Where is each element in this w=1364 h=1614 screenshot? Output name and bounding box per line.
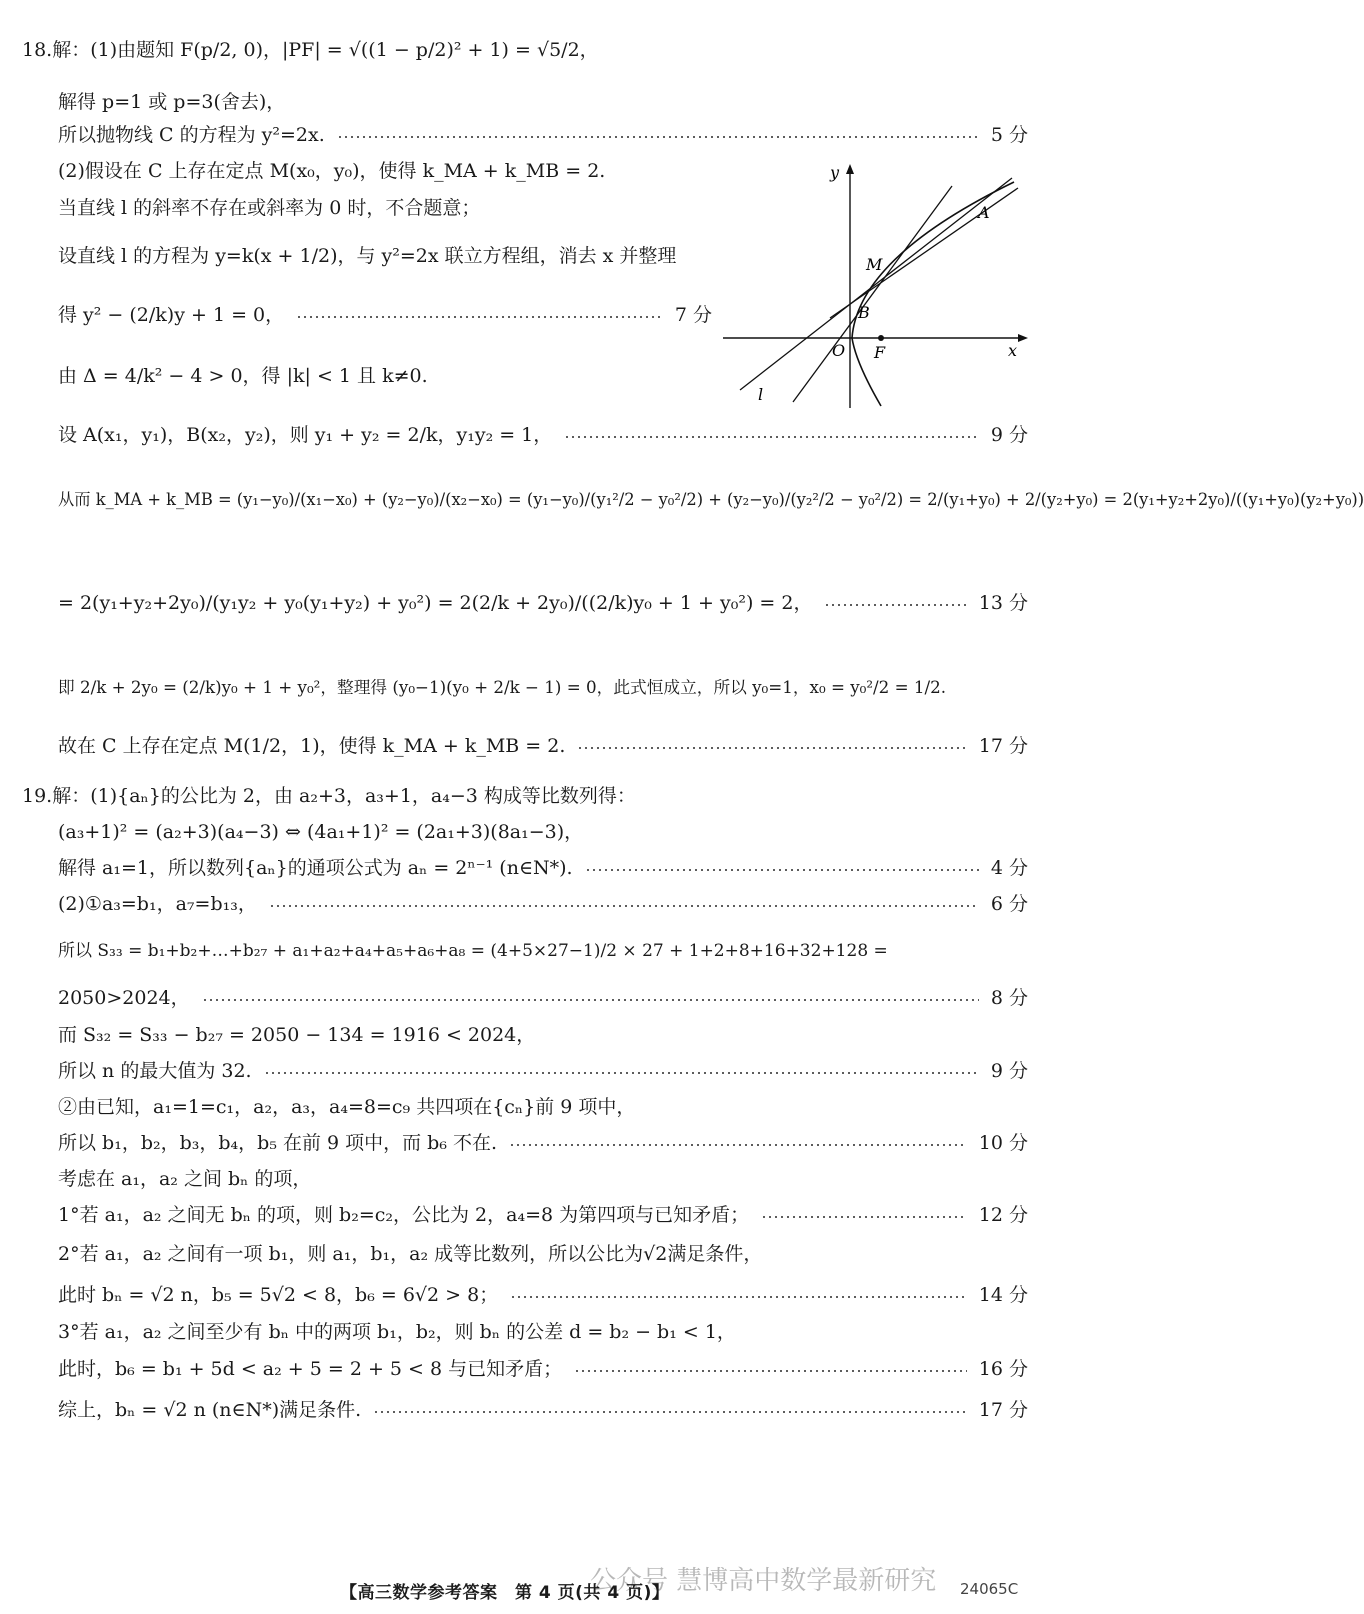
leader-dots — [264, 1072, 979, 1074]
leader-dots — [509, 1144, 967, 1146]
line-19-intro — [22, 782, 1028, 810]
leader-dots — [824, 604, 967, 606]
score: 8 分 — [990, 987, 1028, 1009]
line-max-n — [58, 1057, 1028, 1085]
line-text: 从而 k_MA + k_MB = (y₁−y₀)/(x₁−x₀) + (y₂−y₀)/(x₂−x₀) = (y₁−y₀)/(y₁²/2 − y₀²/2) + (y₂−y₀)/(y₂²/2 − y₀²/2) = 2/(y₁+y₀) + 2/(y₂+y₀) = 2(y₁+y₂+2y₀)/((y₁+y₀)(y₂+y₀)) — [58, 490, 1364, 509]
line-known — [58, 1093, 1028, 1121]
leader-dots — [577, 747, 967, 749]
line-2050 — [58, 984, 1028, 1012]
line-text: 而 S₃₂ = S₃₃ − b₂₇ = 2050 − 134 = 1916 < 2024， — [58, 1024, 536, 1046]
line-vieta — [58, 421, 1028, 449]
score: 7 分 — [674, 304, 712, 326]
line-mb — [830, 188, 1018, 318]
line-text: 考虑在 a₁，a₂ 之间 bₙ 的项， — [58, 1168, 312, 1190]
score: 9 分 — [990, 424, 1028, 446]
line-text: = 2(y₁+y₂+2y₀)/(y₁y₂ + y₀(y₁+y₂) + y₀²) = 2(2/k + 2y₀)/((2/k)y₀ + 1 + y₀²) = 2， — [58, 592, 813, 614]
point-a-label: A — [978, 203, 990, 222]
line-text: 所以 n 的最大值为 32. — [58, 1060, 252, 1082]
line-part2-1 — [58, 890, 1028, 918]
leader-dots — [761, 1216, 967, 1218]
line-part2-assume — [58, 157, 710, 185]
line-consider — [58, 1165, 1028, 1193]
point-m-label: M — [866, 255, 883, 274]
page-footer: 【高三数学参考答案 第 4 页(共 4 页)】 — [340, 1583, 670, 1603]
line-parabola-equation — [58, 121, 1028, 149]
line-case-1 — [58, 1201, 1028, 1229]
score: 9 分 — [990, 1060, 1028, 1082]
line-slope-case — [58, 194, 710, 222]
line-text: 2050>2024， — [58, 987, 190, 1009]
line-text: 2°若 a₁，a₂ 之间有一项 b₁，则 a₁，b₁，a₂ 成等比数列，所以公比为√2满足条件， — [58, 1243, 763, 1265]
line-identity — [58, 673, 1028, 701]
line-general-term — [58, 854, 1028, 882]
line-text: 故在 C 上存在定点 M(1/2，1)，使得 k_MA + k_MB = 2. — [58, 735, 566, 757]
line-text: 3°若 a₁，a₂ 之间至少有 bₙ 中的两项 b₁，b₂，则 bₙ 的公差 d = b₂ − b₁ < 1， — [58, 1321, 736, 1343]
line-case-2 — [58, 1240, 1028, 1268]
line-text: ②由已知，a₁=1=c₁，a₂，a₃，a₄=8=c₉ 共四项在{cₙ}前 9 项中， — [58, 1096, 636, 1118]
line-text: (2)假设在 C 上存在定点 M(x₀，y₀)，使得 k_MA + k_MB = 2. — [58, 160, 606, 182]
line-text: 解得 a₁=1，所以数列{aₙ}的通项公式为 aₙ = 2ⁿ⁻¹ (n∈N*). — [58, 857, 573, 879]
line-text: 即 2/k + 2y₀ = (2/k)y₀ + 1 + y₀²，整理得 (y₀−1)(y₀ + 2/k − 1) = 0，此式恒成立，所以 y₀=1，x₀ = y₀²/2 = 1/2. — [58, 677, 947, 697]
x-axis-label: x — [1008, 341, 1018, 360]
line-s33 — [58, 937, 1028, 965]
line-geometric-eq — [58, 818, 1028, 846]
parabola-curve — [852, 182, 1014, 406]
line-text: 1°若 a₁，a₂ 之间无 bₙ 的项，则 b₂=c₂，公比为 2，a₄=8 为第四项与已知矛盾； — [58, 1204, 750, 1226]
line-quadratic — [58, 301, 712, 329]
y-axis-label: y — [830, 163, 840, 182]
leader-dots — [510, 1296, 967, 1298]
line-text: 解得 p=1 或 p=3(舍去)， — [58, 91, 286, 113]
line-ma — [793, 186, 952, 402]
score: 16 分 — [978, 1358, 1028, 1380]
leader-dots — [373, 1411, 967, 1413]
line-discriminant — [58, 362, 710, 390]
watermark-text: 公众号 慧博高中数学最新研究 — [590, 1566, 937, 1596]
y-axis-arrow — [846, 164, 854, 174]
line-summary — [58, 1396, 1028, 1424]
line-set-line-l — [58, 242, 710, 270]
leader-dots — [296, 316, 663, 318]
line-simplify — [58, 589, 1028, 617]
line-b-terms — [58, 1129, 1028, 1157]
leader-dots — [574, 1370, 967, 1372]
point-b-label: B — [858, 303, 870, 322]
score: 4 分 — [990, 857, 1028, 879]
leader-dots — [585, 869, 979, 871]
score: 14 分 — [978, 1284, 1028, 1306]
line-l-label: l — [758, 385, 764, 404]
focus-label: F — [874, 343, 886, 362]
line-text: 此时，b₆ = b₁ + 5d < a₂ + 5 = 2 + 5 < 8 与已知矛盾； — [58, 1358, 563, 1380]
line-text: 所以抛物线 C 的方程为 y²=2x. — [58, 124, 325, 146]
line-text: 设直线 l 的方程为 y=k(x + 1/2)，与 y²=2x 联立方程组，消去 x 并整理 — [58, 245, 677, 267]
line-18-intro — [22, 36, 1028, 64]
line-s32 — [58, 1021, 1028, 1049]
line-case-2-detail — [58, 1281, 1028, 1309]
line-text: 由 Δ = 4/k² − 4 > 0，得 |k| < 1 且 k≠0. — [58, 365, 428, 387]
line-text: (a₃+1)² = (a₂+3)(a₄−3) ⇔ (4a₁+1)² = (2a₁+3)(8a₁−3)， — [58, 821, 584, 843]
line-text: 设 A(x₁，y₁)，B(x₂，y₂)，则 y₁ + y₂ = 2/k，y₁y₂ = 1， — [58, 424, 553, 446]
line-text: 得 y² − (2/k)y + 1 = 0， — [58, 304, 285, 326]
line-conclusion-18 — [58, 732, 1028, 760]
x-axis-arrow — [1018, 334, 1028, 342]
line-text: 18.解：(1)由题知 F(p/2, 0)，|PF| = √((1 − p/2)² + 1) = √5/2， — [22, 39, 599, 61]
line-text: 所以 b₁，b₂，b₃，b₄，b₅ 在前 9 项中，而 b₆ 不在. — [58, 1132, 498, 1154]
line-case-3-detail — [58, 1355, 1028, 1383]
leader-dots — [202, 999, 979, 1001]
line-text: 当直线 l 的斜率不存在或斜率为 0 时，不合题意； — [58, 197, 481, 219]
score: 17 分 — [978, 1399, 1028, 1421]
leader-dots — [269, 905, 979, 907]
line-case-3 — [58, 1318, 1028, 1346]
leader-dots — [564, 436, 979, 438]
focus-point — [878, 335, 884, 341]
line-slope-sum — [58, 486, 1364, 514]
score: 5 分 — [990, 124, 1028, 146]
leader-dots — [337, 136, 979, 138]
score: 12 分 — [978, 1204, 1028, 1226]
document-code: 24065C — [960, 1580, 1019, 1598]
score: 17 分 — [978, 735, 1028, 757]
line-text: (2)①a₃=b₁，a₇=b₁₃， — [58, 893, 257, 915]
origin-label: O — [832, 341, 846, 360]
score: 13 分 — [978, 592, 1028, 614]
parabola-figure — [718, 158, 1038, 413]
line-text: 综上，bₙ = √2 n (n∈N*)满足条件. — [58, 1399, 362, 1421]
line-text: 此时 bₙ = √2 n，b₅ = 5√2 < 8，b₆ = 6√2 > 8； — [58, 1284, 499, 1306]
line-text: 19.解：(1){aₙ}的公比为 2，由 a₂+3，a₃+1，a₄−3 构成等比数列得： — [22, 785, 636, 807]
score: 6 分 — [990, 893, 1028, 915]
line-text: 所以 S₃₃ = b₁+b₂+…+b₂₇ + a₁+a₂+a₄+a₅+a₆+a₈ = (4+5×27−1)/2 × 27 + 1+2+8+16+32+128 = — [58, 941, 888, 961]
score: 10 分 — [978, 1132, 1028, 1154]
line-solve-p — [58, 88, 1028, 116]
